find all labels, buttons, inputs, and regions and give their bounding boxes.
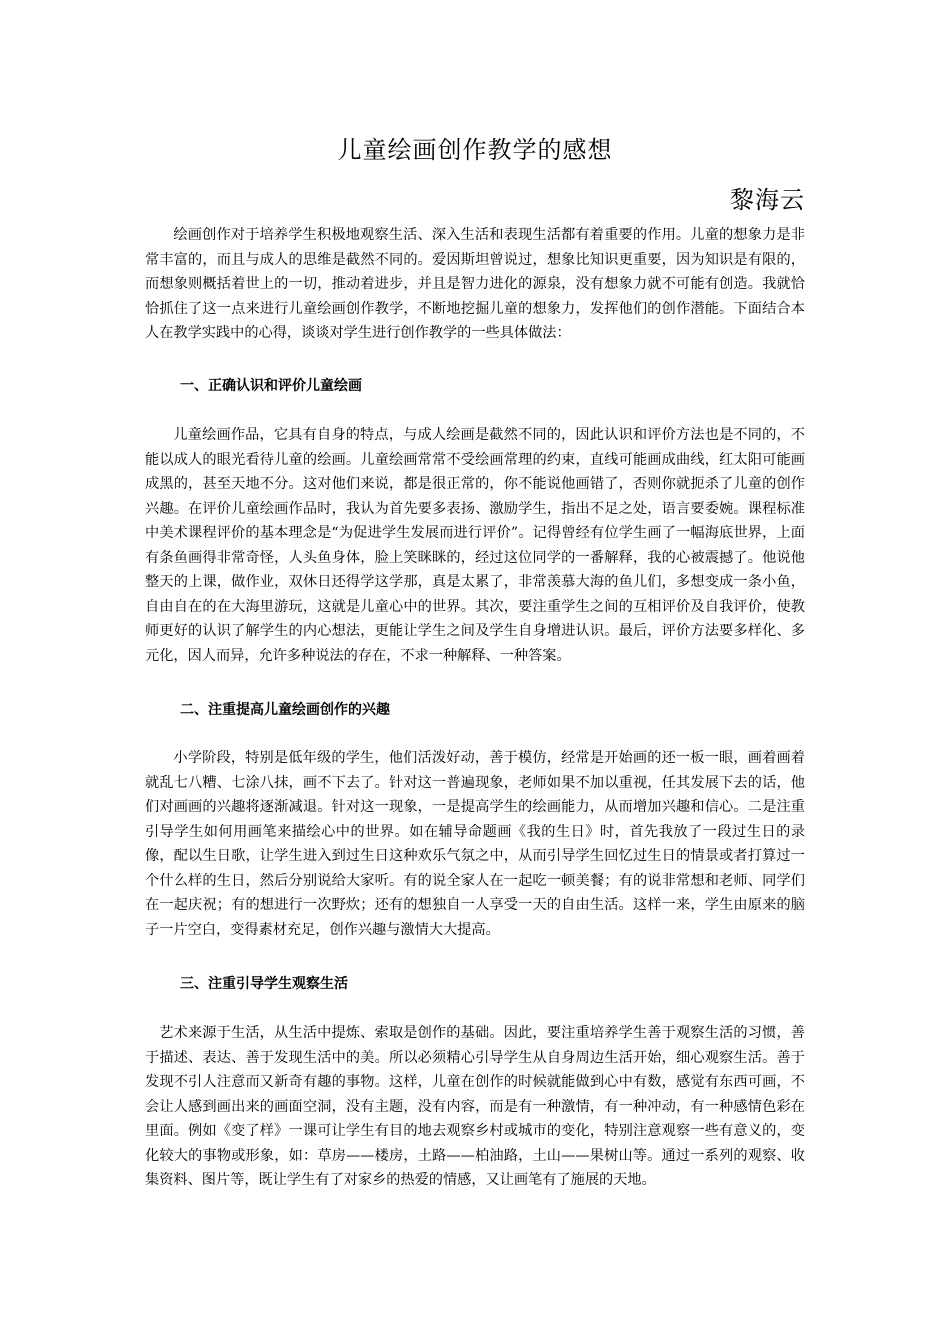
section-heading-1: 一、正确认识和评价儿童绘画 xyxy=(180,378,362,394)
section-heading-2: 二、注重提高儿童绘画创作的兴趣 xyxy=(180,702,390,718)
section-body-3: 艺术来源于生活，从生活中提炼、索取是创作的基础。因此，要注重培养学生善于观察生活的习惯，善于描述、表达、善于发现生活中的美。所以必须精心引导学生从自身周边生活开始，细心观察生活。善于发现不引人注意而又新奇有趣的事物。这样，儿童在创作的时候就能做到心中有数，感觉有东西可画，不会让人感到画出来的画面空洞，没有主题，没有内容，而是有一种激情，有一种冲动，有一种感情色彩在里面。例如《变了样》一课可让学生有目的地去观察乡村或城市的变化，特别注意观察一些有意义的，变化较大的事物或形象，如：草房——楼房，土路——柏油路，土山——果树山等。通过一系列的观察、收集资料、图片等，既让学生有了对家乡的热爱的情感，又让画笔有了施展的天地。 xyxy=(145,1025,805,1188)
author-name: 黎海云 xyxy=(730,186,805,214)
intro-paragraph: 绘画创作对于培养学生积极地观察生活、深入生活和表现生活都有着重要的作用。儿童的想象力是非常丰富的，而且与成人的思维是截然不同的。爱因斯坦曾说过，想象比知识更重要，因为知识是有限的，而想象则概括着世上的一切，推动着进步，并且是智力进化的源泉，没有想象力就不可能有创造。我就恰恰抓住了这一点来进行儿童绘画创作教学，不断地挖掘儿童的想象力，发挥他们的创作潜能。下面结合本人在教学实践中的心得，谈谈对学生进行创作教学的一些具体做法： xyxy=(145,227,805,341)
section-body-1: 儿童绘画作品，它具有自身的特点，与成人绘画是截然不同的，因此认识和评价方法也是不同的，不能以成人的眼光看待儿童的绘画。儿童绘画常常不受绘画常理的约束，直线可能画成曲线，红太阳可能画成黑的，甚至天地不分。这对他们来说，都是很正常的，你不能说他画错了，否则你就扼杀了儿童的创作兴趣。在评价儿童绘画作品时，我认为首先要多表扬、激励学生，指出不足之处，语言要委婉。课程标准中美术课程评价的基本理念是“为促进学生发展而进行评价”。记得曾经有位学生画了一幅海底世界，上面有条鱼画得非常奇怪，人头鱼身体，脸上笑眯眯的，经过这位同学的一番解释，我的心被震撼了。他说他整天的上课，做作业，双休日还得学这学那，真是太累了，非常羡慕大海的鱼儿们，多想变成一条小鱼，自由自在的在大海里游玩，这就是儿童心中的世界。其次，要注重学生之间的互相评价及自我评价，使教师更好的认识了解学生的内心想法，更能让学生之间及学生自身增进认识。最后，评价方法要多样化、多元化，因人而异，允许多种说法的存在，不求一种解释、一种答案。 xyxy=(145,427,805,664)
page-title: 儿童绘画创作教学的感想 xyxy=(337,136,613,164)
section-body-2: 小学阶段，特别是低年级的学生，他们活泼好动，善于模仿，经常是开始画的还一板一眼，画着画着就乱七八糟、七涂八抹，画不下去了。针对这一普遍现象，老师如果不加以重视，任其发展下去的话，他们对画画的兴趣将逐渐减退。针对这一现象，一是提高学生的绘画能力，从而增加兴趣和信心。二是注重引导学生如何用画笔来描绘心中的世界。如在辅导命题画《我的生日》时，首先我放了一段过生日的录像，配以生日歌，让学生进入到过生日这种欢乐气氛之中，从而引导学生回忆过生日的情景或者打算过一个什么样的生日，然后分别说给大家听。有的说全家人在一起吃一顿美餐；有的说非常想和老师、同学们在一起庆祝；有的想进行一次野炊；还有的想独自一人享受一天的自由生活。这样一来，学生由原来的脑子一片空白，变得素材充足，创作兴趣与激情大大提高。 xyxy=(145,750,805,938)
section-heading-3: 三、注重引导学生观察生活 xyxy=(180,976,348,992)
